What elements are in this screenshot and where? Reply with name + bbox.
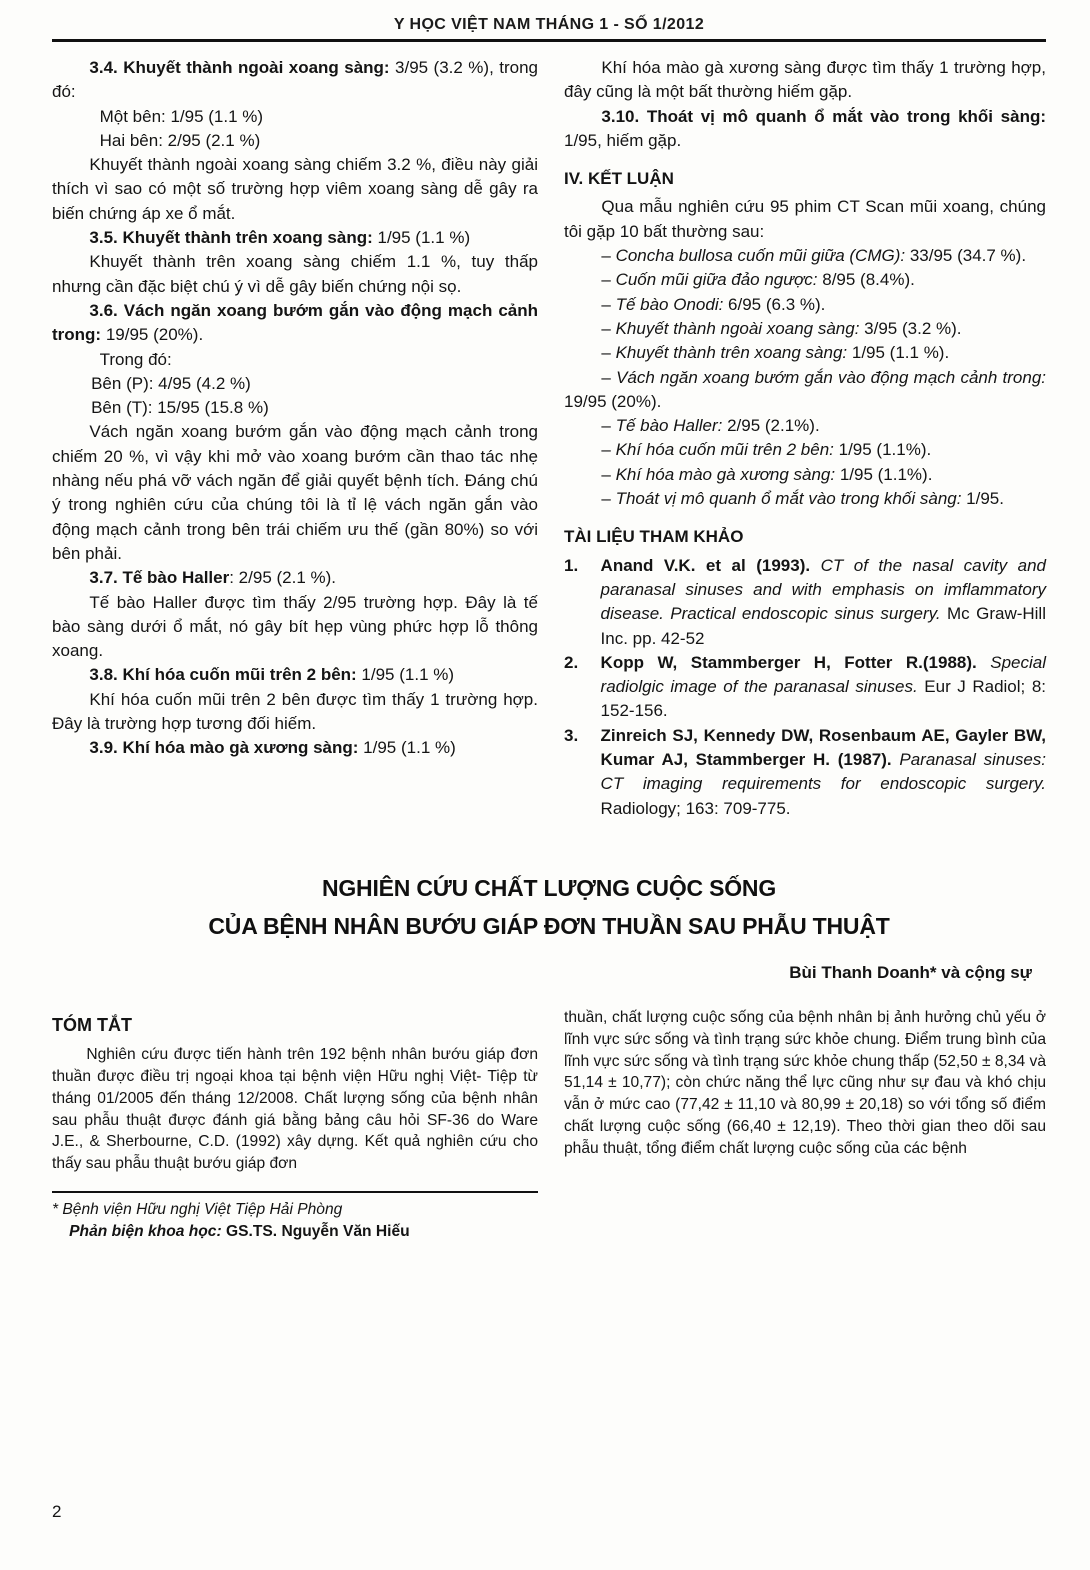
abstract-left-column xyxy=(52,1007,538,1243)
article2-authors: Bùi Thanh Doanh* và cộng sự xyxy=(789,962,1032,982)
body-paragraph: Vách ngăn xoang bướm gắn vào động mạch cảnh trong chiếm 20 %, vì vậy khi mở vào xoang bướm cần thao tác nhẹ nhàng nếu phá vỡ vách ngăn để giải quyết bệnh tích. Đáng chú ý trong nghiên cứu của chúng tôi là tỉ lệ vách ngăn gắn vào động mạch cảnh trong bên trái chiếm ưu thế (gần 80%) so với bên phải. xyxy=(52,422,538,563)
body-paragraph: Khuyết thành trên xoang sàng chiếm 1.1 %, tuy thấp nhưng cần đặc biệt chú ý vì dễ gây biến chứng nội sọ. xyxy=(52,252,538,296)
article2-header xyxy=(52,869,1046,983)
article1-right-column xyxy=(564,56,1046,821)
section-3-10-heading: 3.10. Thoát vị mô quanh ổ mắt vào trong khối sàng: 1/95, hiếm gặp. xyxy=(564,106,1046,150)
page-number: 2 xyxy=(52,1502,62,1521)
reference-item: 1. Anand V.K. et al (1993). CT of the nasal cavity and paranasal sinuses and with emphasis on imflammatory disease. Practical endoscopic sinus surgery. Mc Graw-Hill Inc. pp. 42-52 xyxy=(564,555,1046,648)
conclusion-item: – Khí hóa cuốn mũi trên 2 bên: 1/95 (1.1%). xyxy=(601,440,932,460)
article2-abstract xyxy=(52,1007,1046,1243)
conclusion-item: – Cuốn mũi giữa đảo ngược: 8/95 (8.4%). xyxy=(601,270,915,290)
article2-title-line2: CỦA BỆNH NHÂN BƯỚU GIÁP ĐƠN THUẦN SAU PHẪU THUẬT xyxy=(208,912,890,939)
section-3-5-heading: 3.5. Khuyết thành trên xoang sàng: 1/95 (1.1 %) xyxy=(89,228,471,248)
reference-number: 1. xyxy=(564,555,579,575)
reference-item: 2. Kopp W, Stammberger H, Fotter R.(1988). Special radiolgic image of the paranasal sinuses. Eur J Radiol; 8: 152-156. xyxy=(564,652,1046,721)
abstract-heading: TÓM TẮT xyxy=(52,1014,132,1035)
footnote xyxy=(52,1191,538,1243)
stat-line: Bên (T): 15/95 (15.8 %) xyxy=(91,398,269,418)
conclusion-item: – Tế bào Haller: 2/95 (2.1%). xyxy=(601,416,820,436)
conclusion-item: – Concha bullosa cuốn mũi giữa (CMG): 33/95 (34.7 %). xyxy=(601,246,1027,266)
footnote-text xyxy=(52,1199,538,1243)
conclusion-heading: IV. KẾT LUẬN xyxy=(564,169,674,189)
abstract-right-text xyxy=(564,1007,1046,1160)
article1-left-column xyxy=(52,56,538,821)
stat-line: Hai bên: 2/95 (2.1 %) xyxy=(99,130,261,150)
body-paragraph: Qua mẫu nghiên cứu 95 phim CT Scan mũi xoang, chúng tôi gặp 10 bất thường sau: xyxy=(564,197,1046,241)
conclusion-item: – Vách ngăn xoang bướm gắn vào động mạch cảnh trong: 19/95 (20%). xyxy=(564,367,1046,411)
abstract-left-text xyxy=(52,1044,538,1175)
reference-number: 2. xyxy=(564,652,579,672)
article2-title-line1: NGHIÊN CỨU CHẤT LƯỢNG CUỘC SỐNG xyxy=(321,874,777,901)
body-paragraph: Khí hóa cuốn mũi trên 2 bên được tìm thấy 1 trường hợp. Đây là trường hợp tương đối hiếm. xyxy=(52,689,538,734)
abstract-paragraph: thuần, chất lượng cuộc sống của bệnh nhân bị ảnh hưởng chủ yếu ở lĩnh vực sức sống và tình trạng sức khỏe chung. Điểm trung bình của lĩnh vực sức sống và tình trạng sức khỏe chung thấp (52,50 ± 8,34 và 51,14 ± 10,77); còn chức năng thể lực cũng như sự đau và khó chịu vẫn ở mức cao (77,42 ± 11,10 và 80,99 ± 20,18) so với tổng số điểm chất lượng cuộc sống (66,40 ± 12,19). Theo thời gian theo dõi sau phẫu thuật, tổng điểm chất lượng cuộc sống của các bệnh xyxy=(564,1008,1046,1157)
abstract-paragraph: Nghiên cứu được tiến hành trên 192 bệnh nhân bướu giáp đơn thuần được điều trị ngoại khoa tại bệnh viện Hữu nghị Việt- Tiệp từ tháng 01/2005 đến tháng 12/2008. Chất lượng sống của bệnh nhân sau phẫu thuật được đánh giá bằng bảng câu hỏi SF-36 do Ware J.E., & Sherbourne, C.D. (1992) xây dựng. Kết quả nghiên cứu cho thấy sau phẫu thuật bướu giáp đơn xyxy=(52,1046,538,1173)
conclusion-item: – Khuyết thành trên xoang sàng: 1/95 (1.1 %). xyxy=(601,343,950,363)
section-3-8-heading: 3.8. Khí hóa cuốn mũi trên 2 bên: 1/95 (1.1 %) xyxy=(89,665,455,685)
conclusion-item: – Tế bào Onodi: 6/95 (6.3 %). xyxy=(601,294,826,314)
body-paragraph: Tế bào Haller được tìm thấy 2/95 trường hợp. Đây là tế bào sàng dưới ổ mắt, nó gây bít hẹp vùng phức hợp lỗ thông xoang. xyxy=(52,592,538,661)
section-3-6-heading: 3.6. Vách ngăn xoang bướm gắn vào động mạch cảnh trong: 19/95 (20%). xyxy=(52,300,538,345)
stat-line: Trong đó: xyxy=(99,349,172,369)
conclusion-item: – Khí hóa mào gà xương sàng: 1/95 (1.1%). xyxy=(601,464,933,484)
article1-body xyxy=(52,56,1046,821)
journal-title: Y HỌC VIỆT NAM THÁNG 1 - SỐ 1/2012 xyxy=(393,16,705,33)
stat-line: Bên (P): 4/95 (4.2 %) xyxy=(91,373,251,393)
footnote-affiliation: * Bệnh viện Hữu nghị Việt Tiệp Hải Phòng xyxy=(52,1201,343,1219)
section-3-7-heading: 3.7. Tế bào Haller: 2/95 (2.1 %). xyxy=(89,568,337,588)
references-heading: TÀI LIỆU THAM KHẢO xyxy=(564,527,744,547)
footnote-rule xyxy=(52,1191,538,1193)
reference-number: 3. xyxy=(564,725,579,745)
body-paragraph: Khí hóa mào gà xương sàng được tìm thấy 1 trường hợp, đây cũng là một bất thường hiếm gặp. xyxy=(564,58,1046,102)
conclusion-item: – Khuyết thành ngoài xoang sàng: 3/95 (3.2 %). xyxy=(601,318,962,338)
stat-line: Một bên: 1/95 (1.1 %) xyxy=(99,106,264,126)
abstract-right-column xyxy=(564,1007,1046,1243)
section-3-9-heading: 3.9. Khí hóa mào gà xương sàng: 1/95 (1.1 %) xyxy=(89,738,456,758)
footnote-reviewer: Phản biện khoa học: GS.TS. Nguyễn Văn Hiếu xyxy=(69,1222,410,1240)
body-paragraph: Khuyết thành ngoài xoang sàng chiếm 3.2 %, điều này giải thích vì sao có một số trường hợp viêm xoang sàng dễ gây ra biến chứng áp xe ổ mắt. xyxy=(52,155,538,223)
reference-item: 3. Zinreich SJ, Kennedy DW, Rosenbaum AE, Gayler BW, Kumar AJ, Stammberger H. (1987). Paranasal sinuses: CT imaging requirements for endoscopic surgery. Radiology; 163: 709-775. xyxy=(564,725,1047,818)
journal-header xyxy=(52,16,1046,42)
header-rule xyxy=(52,39,1046,42)
conclusion-item: – Thoát vị mô quanh ổ mắt vào trong khối sàng: 1/95. xyxy=(601,489,1004,509)
section-3-4-heading: 3.4. Khuyết thành ngoài xoang sàng: 3/95 (3.2 %), trong đó: xyxy=(52,58,538,102)
